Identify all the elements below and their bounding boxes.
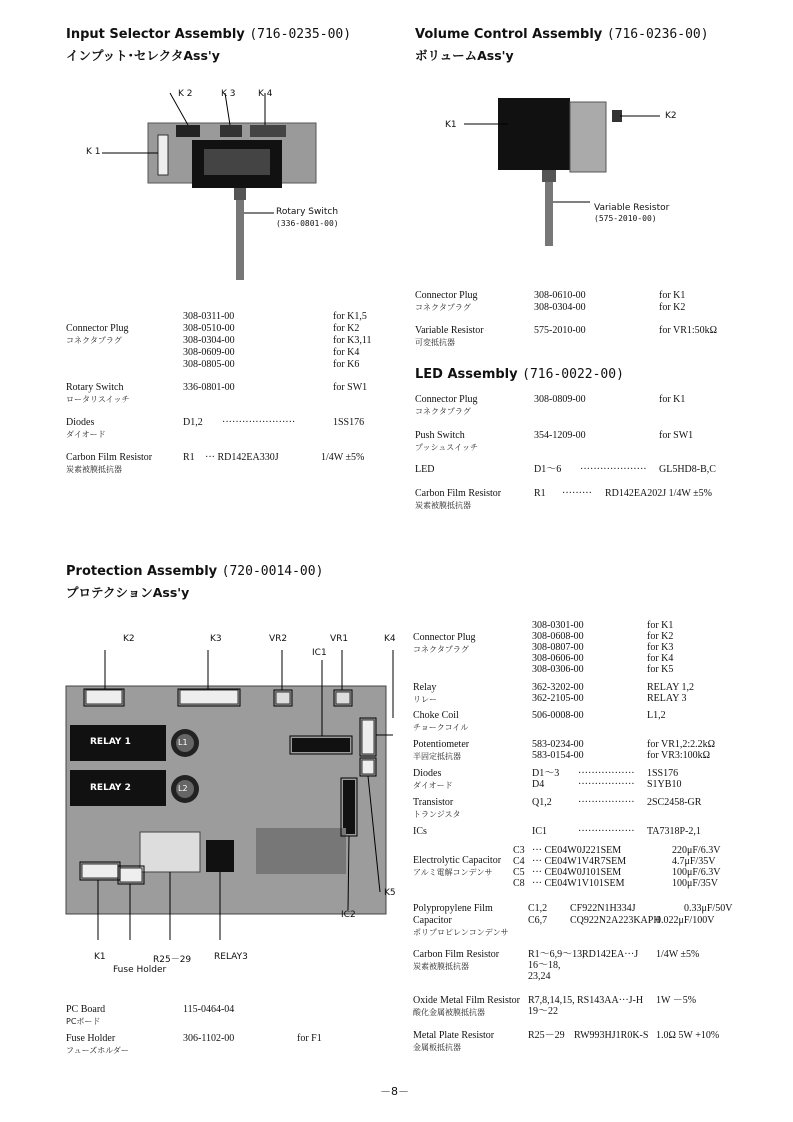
part-name-jp: コネクタプラグ (66, 336, 122, 345)
poly-value-2: 0.022μF/100V (656, 915, 715, 926)
carbon-rating: 1/4W ±5% (321, 452, 365, 463)
label-vol-k2: K2 (665, 111, 677, 121)
rotary-code: 336-0801-00 (183, 382, 235, 393)
led-assembly-title: LED Assembly (716-0022-00) (415, 367, 624, 382)
label-rotary-switch: Rotary Switch (276, 207, 339, 217)
electro-refs: C3 C4 C5 C8 (513, 845, 525, 889)
led-connector-code: 308-0809-00 (534, 394, 586, 405)
input-selector-photo (80, 85, 360, 290)
label-prot-k4: K4 (384, 634, 396, 644)
label-prot-k3: K3 (210, 634, 222, 644)
label-prot-k2: K2 (123, 634, 135, 644)
label-relay2: RELAY 2 (90, 783, 131, 793)
led-dots: ···················· (580, 464, 647, 475)
label-l1: L1 (178, 738, 188, 747)
oxide-val: 1W －5% (656, 995, 697, 1006)
label-k1: K 1 (86, 147, 101, 157)
prot-carbon-refs: R1～6,9～13, 16～18, 23,24 (528, 949, 585, 982)
prot-part-oxide: Oxide Metal Film Resistor 酸化金属被膜抵抗器 (413, 995, 520, 1017)
input-part-diodes: Diodes ダイオード (66, 417, 106, 439)
label-r25-29: R25－29 (153, 955, 192, 965)
electro-values: 220μF/6.3V 4.7μF/35V 100μF/6.3V 100μF/35V (672, 845, 721, 889)
led-part-push-switch: Push Switch プッシュスイッチ (415, 430, 478, 452)
vr-note: for VR1:50kΩ (659, 325, 718, 336)
metal-part: RW993HJ1R0K-S (574, 1030, 649, 1041)
label-vr-code: (575-2010-00) (594, 214, 657, 223)
prot-connector-notes: for K1 for K2 for K3 for K4 for K5 (647, 620, 674, 675)
label-ic1: IC1 (312, 648, 327, 658)
page-number: －8－ (380, 1085, 409, 1098)
prot-part-polypropylene: Polypropylene Film Capacitor ポリプロピレンコンデンサ (413, 903, 509, 937)
metal-ref: R25－29 (528, 1030, 565, 1041)
fuse-holder-note: for F1 (297, 1033, 322, 1044)
prot-part-diodes: Diodes ダイオード (413, 768, 453, 790)
label-k3: K 3 (221, 89, 236, 99)
label-l2: L2 (178, 784, 188, 793)
push-switch-note: for SW1 (659, 430, 694, 441)
prot-diodes-dots: ················· ················· (578, 768, 635, 790)
label-vr1: VR1 (330, 634, 349, 644)
fuse-holder-code: 306-1102-00 (183, 1033, 235, 1044)
prot-carbon-val: 1/4W ±5% (656, 949, 700, 960)
pot-notes: for VR1,2:2.2kΩ for VR3:100kΩ (647, 739, 716, 761)
carbon-ref: R1 (183, 452, 195, 463)
pcboard-code: 115-0464-04 (183, 1004, 235, 1015)
prot-diodes-codes: D1～3 D4 (532, 768, 560, 790)
part-name: Connector Plug (66, 323, 129, 334)
input-connector-notes: for K1,5 for K2 for K3,11 for K4 for K6 (333, 311, 372, 370)
prot-carbon-part: RD142EA···J (582, 949, 639, 960)
volume-control-photo (440, 90, 690, 250)
led-part-carbon: Carbon Film Resistor 炭素被膜抵抗器 (415, 488, 502, 510)
ics-note: TA7318P-2,1 (647, 826, 701, 837)
relay-notes: RELAY 1,2 RELAY 3 (647, 682, 695, 704)
prot-part-choke: Choke Coil チョークコイル (413, 710, 469, 732)
choke-note: L1,2 (647, 710, 666, 721)
oxide-refs: R7,8,14,15, 19～22 (528, 995, 575, 1017)
label-prot-k5: K5 (384, 888, 396, 898)
poly-values: 0.33μF/50V (684, 903, 733, 914)
label-ic2: IC2 (341, 910, 356, 920)
carbon-part: ··· RD142EA330J (205, 452, 279, 463)
push-switch-code: 354-1209-00 (534, 430, 586, 441)
rotary-note: for SW1 (333, 382, 368, 393)
volume-connector-codes: 308-0610-00 308-0304-00 (534, 290, 586, 313)
label-relay3: RELAY3 (214, 952, 248, 962)
label-rotary-code: (336-0801-00) (276, 219, 339, 228)
label-relay1: RELAY 1 (90, 737, 131, 747)
volume-assembly-title-jp: ボリュームAss'y (415, 48, 514, 63)
electro-parts: ··· CE04W0J221SEM ··· CE04W1V4R7SEM ··· CE04W0J101SEM ··· CE04W1V101SEM (532, 845, 627, 889)
transistor-code: Q1,2 (532, 797, 552, 808)
led-part-led: LED (415, 464, 435, 475)
prot-part-relay: Relay リレー (413, 682, 437, 704)
metal-val: 1.0Ω 5W +10% (656, 1030, 720, 1041)
prot-part-electrolytic: Electrolytic Capacitor アルミ電解コンデンサ (413, 855, 502, 877)
ics-dots: ················· (578, 826, 635, 837)
prot-part-pot: Potentiometer 半固定抵抗器 (413, 739, 470, 761)
led-carbon-note: RD142EA202J 1/4W ±5% (605, 488, 712, 499)
prot-diodes-notes: 1SS176 S1YB10 (647, 768, 682, 790)
prot-part-transistor: Transistor トランジスタ (413, 797, 461, 819)
diodes-dots: ······················ (222, 417, 296, 428)
led-code: D1～6 (534, 464, 562, 475)
label-k4: K 4 (258, 89, 273, 99)
volume-connector-notes: for K1 for K2 (659, 290, 686, 313)
prot-part-metal-plate: Metal Plate Resistor 金属板抵抗器 (413, 1030, 495, 1052)
prot-part-ics: ICs (413, 826, 427, 837)
prot-part-carbon: Carbon Film Resistor 炭素被膜抵抗器 (413, 949, 500, 971)
input-assembly-title: Input Selector Assembly (716-0235-00) (66, 27, 352, 42)
prot-connector-codes: 308-0301-00 308-0608-00 308-0807-00 308-0606-00 308-0306-00 (532, 620, 584, 675)
transistor-dots: ················· (578, 797, 635, 808)
volume-assembly-title: Volume Control Assembly (716-0236-00) (415, 27, 709, 42)
label-vol-k1: K1 (445, 120, 457, 130)
vr-code: 575-2010-00 (534, 325, 586, 336)
transistor-note: 2SC2458-GR (647, 797, 702, 808)
pot-codes: 583-0234-00 583-0154-00 (532, 739, 584, 761)
volume-part-connector: Connector Plug コネクタプラグ (415, 290, 478, 312)
led-connector-note: for K1 (659, 394, 686, 405)
led-part-connector: Connector Plug コネクタプラグ (415, 394, 478, 416)
label-prot-k1: K1 (94, 952, 106, 962)
input-connector-codes: 308-0311-00 308-0510-00 308-0304-00 308-0609-00 308-0805-00 (183, 311, 235, 370)
label-vr2: VR2 (269, 634, 288, 644)
label-variable-resistor: Variable Resistor (594, 203, 670, 213)
led-carbon-ref: R1 (534, 488, 546, 499)
label-fuse-holder: Fuse Holder (113, 965, 167, 975)
input-part-carbon: Carbon Film Resistor 炭素被膜抵抗器 (66, 452, 153, 474)
poly-parts: CF922N1H334J CQ922N2A223KAPH (570, 903, 661, 926)
led-note: GL5HD8-B,C (659, 464, 716, 475)
prot-part-pcboard: PC Board PCボード (66, 1004, 106, 1026)
input-part-rotary: Rotary Switch ロータリスイッチ (66, 382, 130, 404)
diodes-note: 1SS176 (333, 417, 365, 428)
ics-code: IC1 (532, 826, 547, 837)
prot-part-fuse-holder: Fuse Holder フューズホルダー (66, 1033, 129, 1055)
poly-refs: C1,2 C6,7 (528, 903, 548, 926)
input-part-connector (66, 323, 129, 346)
protection-assembly-title: Protection Assembly (720-0014-00) (66, 564, 324, 579)
volume-part-vr: Variable Resistor 可変抵抗器 (415, 325, 484, 347)
led-carbon-dots: ········· (562, 488, 592, 499)
choke-code: 506-0008-00 (532, 710, 584, 721)
prot-part-connector: Connector Plug コネクタプラグ (413, 632, 476, 654)
protection-assembly-title-jp: プロテクションAss'y (66, 585, 190, 600)
diodes-code: D1,2 (183, 417, 203, 428)
oxide-part: RS143AA···J-H (577, 995, 644, 1006)
relay-codes: 362-3202-00 362-2105-00 (532, 682, 584, 704)
label-k2: K 2 (178, 89, 193, 99)
input-assembly-title-jp: インプット･セレクタAss'y (66, 48, 220, 63)
